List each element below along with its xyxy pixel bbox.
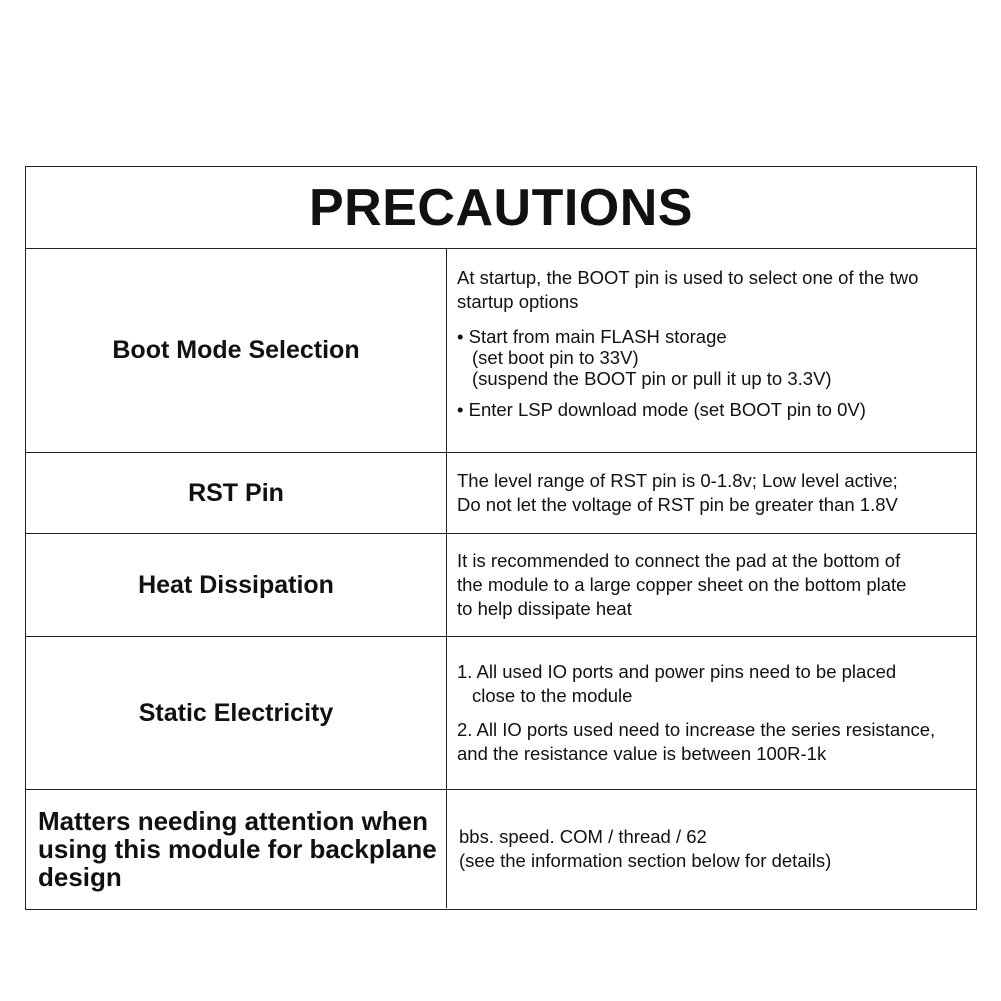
row-label-cell <box>26 453 447 533</box>
row-label-cell <box>26 534 447 636</box>
boot-intro-line: At startup, the BOOT pin is used to select one of the two <box>457 267 919 288</box>
boot-option-line: • Start from main FLASH storage <box>457 326 727 347</box>
boot-option-line: • Enter LSP download mode (set BOOT pin to 0V) <box>457 399 866 420</box>
row-label-cell <box>26 249 447 452</box>
static-line: 2. All IO ports used need to increase the series resistance, <box>457 719 936 740</box>
boot-option-download <box>457 399 968 420</box>
row-label-rst-pin: RST Pin <box>188 478 284 507</box>
boot-option-line: (set boot pin to 33V) <box>472 347 639 368</box>
heat-line: It is recommended to connect the pad at the bottom of <box>457 550 901 571</box>
boot-option-flash <box>457 326 968 389</box>
rst-line: Do not let the voltage of RST pin be greater than 1.8V <box>457 494 898 515</box>
backplane-label-line: design <box>38 862 122 892</box>
static-line: 1. All used IO ports and power pins need to be placed <box>457 661 897 682</box>
row-content-rst-pin <box>447 453 976 533</box>
rst-line: The level range of RST pin is 0-1.8v; Low level active; <box>457 470 898 491</box>
title-row <box>26 167 976 249</box>
row-label-static-electricity: Static Electricity <box>138 698 334 727</box>
row-label-heat-dissipation: Heat Dissipation <box>138 570 334 599</box>
boot-option-line: (suspend the BOOT pin or pull it up to 3.3V) <box>472 368 832 389</box>
backplane-line: (see the information section below for details) <box>459 850 832 871</box>
row-label-boot-mode: Boot Mode Selection <box>112 336 360 364</box>
backplane-label-line: using this module for backplane <box>38 834 437 864</box>
row-backplane-design <box>26 790 976 908</box>
row-label-cell <box>26 637 447 789</box>
backplane-line: bbs. speed. COM / thread / 62 <box>459 826 707 847</box>
row-static-electricity <box>26 637 976 790</box>
row-label-cell <box>26 790 447 908</box>
row-content-boot-mode <box>447 249 976 452</box>
heat-line: to help dissipate heat <box>457 598 632 619</box>
boot-intro-line: startup options <box>457 291 579 312</box>
precautions-table <box>25 166 977 910</box>
page-title: PRECAUTIONS <box>309 178 693 237</box>
row-content-static-electricity <box>447 637 976 789</box>
static-line: and the resistance value is between 100R-1k <box>457 743 827 764</box>
static-line: close to the module <box>472 685 633 706</box>
row-heat-dissipation <box>26 534 976 637</box>
row-label-backplane-design <box>38 807 437 891</box>
row-rst-pin <box>26 453 976 534</box>
row-boot-mode <box>26 249 976 453</box>
row-content-backplane-design <box>447 790 976 908</box>
row-content-heat-dissipation <box>447 534 976 636</box>
backplane-label-line: Matters needing attention when <box>38 806 429 836</box>
heat-line: the module to a large copper sheet on the bottom plate <box>457 574 907 595</box>
